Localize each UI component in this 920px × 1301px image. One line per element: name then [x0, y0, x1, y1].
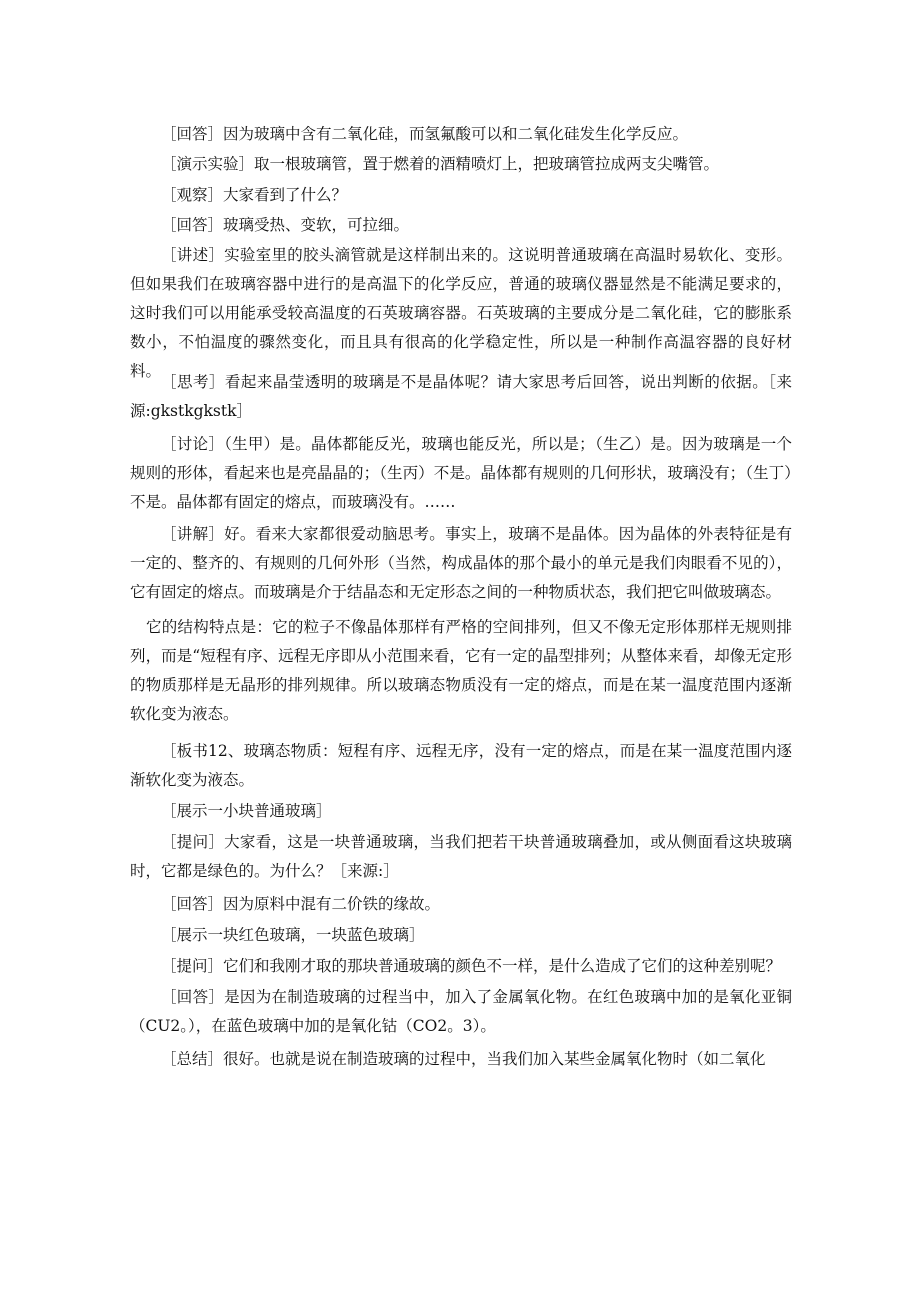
paragraph-think: ［思考］看起来晶莹透明的玻璃是不是晶体呢？请大家思考后回答，说出判断的依据。［来源:gkstkgkstk］: [130, 373, 792, 420]
paragraph-structure: 它的结构特点是：它的粒子不像晶体那样有严格的空间排列，但又不像无定形体那样无规则排列，而是“短程有序、远程无序即从小范围来看，它有一定的晶型排列；从整体来看，却像无定形的物质那样是无晶形的排列规律。所以玻璃态物质没有一定的熔点，而是在某一温度范围内逐渐软化变为液态。: [130, 618, 792, 723]
paragraph-discussion: ［讨论］（生甲）是。晶体都能反光，玻璃也能反光，所以是；（生乙）是。因为玻璃是一个规则的形体，看起来也是亮晶晶的；（生丙）不是。晶体都有规则的几何形状，玻璃没有；（生丁）不是。晶体都有固定的熔点，而玻璃没有。……: [130, 435, 792, 511]
paragraph-demo-experiment: ［演示实验］取一根玻璃管，置于燃着的酒精喷灯上，把玻璃管拉成两支尖嘴管。: [161, 155, 720, 173]
paragraph-board-note: ［板书12、玻璃态物质：短程有序、远程无序，没有一定的熔点，而是在某一温度范围内逐渐软化变为液态。: [130, 742, 792, 789]
paragraph-explanation: ［讲解］好。看来大家都很爱动脑思考。事实上，玻璃不是晶体。因为晶体的外表特征是有一定的、整齐的、有规则的几何外形（当然，构成晶体的那个最小的单元是我们肉眼看不见的），它有固定的熔点。而玻璃是介于结晶态和无定形态之间的一种物质状态，我们把它叫做玻璃态。: [130, 525, 792, 601]
paragraph-narration-quartz: ［讲述］实验室里的胶头滴管就是这样制出来的。这说明普通玻璃在高温时易软化、变形。但如果我们在玻璃容器中进行的是高温下的化学反应，普通的玻璃仪器显然是不能满足要求的，这时我们可以用能承受较高温度的石英玻璃容器。石英玻璃的主要成分是二氧化硅，它的膨胀系数小，不怕温度的骤然变化，而且具有很高的化学稳定性，所以是一种制作高温容器的良好材料。: [130, 246, 792, 380]
paragraph-answer-iron: ［回答］因为原料中混有二价铁的缘故。: [161, 895, 441, 913]
paragraph-observe: ［观察］大家看到了什么？: [161, 186, 348, 204]
paragraph-show-colored: ［展示一块红色玻璃，一块蓝色玻璃］: [161, 926, 425, 944]
paragraph-question-green: ［提问］大家看，这是一块普通玻璃，当我们把若干块普通玻璃叠加，或从侧面看这块玻璃时，它都是绿色的。为什么？［来源:］: [130, 833, 792, 880]
paragraph-answer-hf: ［回答］因为玻璃中含有二氧化硅，而氢氟酸可以和二氧化硅发生化学反应。: [161, 125, 689, 143]
paragraph-summary: ［总结］很好。也就是说在制造玻璃的过程中，当我们加入某些金属氧化物时（如二氧化: [161, 1050, 766, 1068]
paragraph-show-glass: ［展示一小块普通玻璃］: [161, 802, 332, 820]
paragraph-answer-soften: ［回答］玻璃受热、变软，可拉细。: [161, 216, 410, 234]
paragraph-question-difference: ［提问］它们和我刚才取的那块普通玻璃的颜色不一样，是什么造成了它们的这种差别呢？: [161, 957, 782, 975]
paragraph-answer-oxides: ［回答］是因为在制造玻璃的过程当中，加入了金属氧化物。在红色玻璃中加的是氧化亚铜（CU2。），在蓝色玻璃中加的是氧化钴（CO2。3）。: [130, 988, 792, 1035]
